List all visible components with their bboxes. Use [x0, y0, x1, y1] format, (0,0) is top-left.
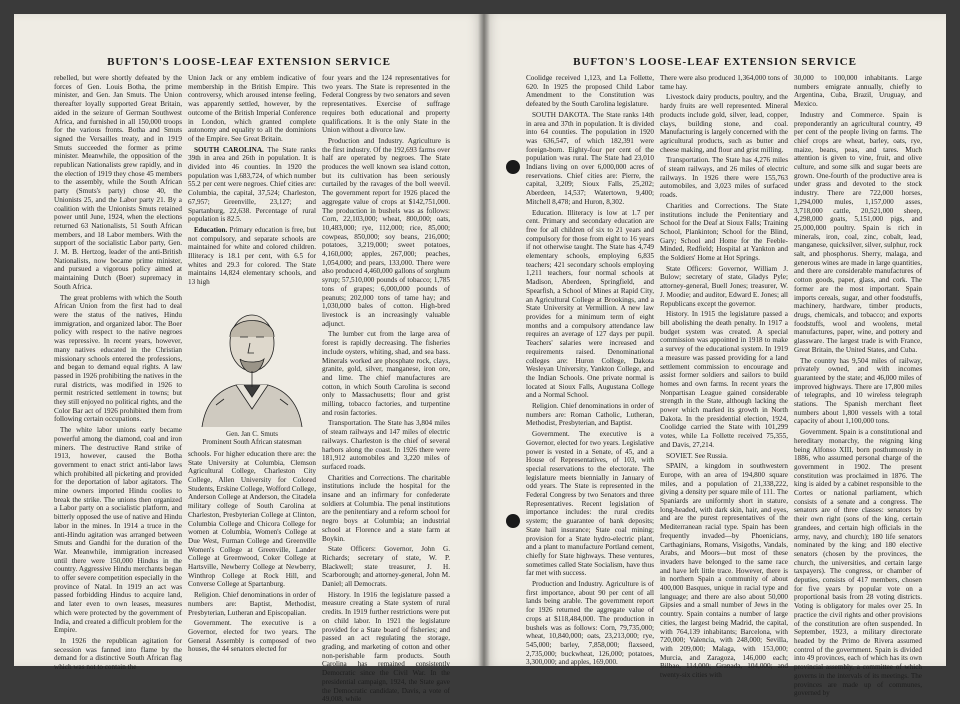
paragraph: rebelled, but were shortly defeated by the forces of Gen. Louis Botha, the prime minister, and Gen. Jan Smuts. The Union thereafter loyally supported Great Britain, aided in the seizure of German Southwest Africa, and furnished in all 150,000 troops for the various fronts. Botha and Smuts signed the Versailles treaty, and in 1919 Smuts succeeded the former as prime minister. Meanwhile, the opposition of the republican Nationalists grew rapidly, and in the election of 1919 they chose 45 members to the assembly, while the South African party (Smuts's party) chose 40, the Unionists 25, and the Labor party 21. By a coalition with the Unionists Smuts retained power until June, 1924, when the elections returned 63 Nationalists, 51 South African members, and 18 Labor members. With the support of the socialistic Labor party, Gen. J. M. B. Hertzog, leader of the anti-British Nationalists, now became prime minister, and pursued a vigorous policy aimed at maintaining Dutch (Boer) supremacy in South Africa.	[54, 74, 182, 291]
section-heading: Education.	[194, 225, 228, 234]
paragraph: SOUTH DAKOTA. The State ranks 14th in area and 37th in population. It is divided into 64 counties. The population in 1920 was 636,547, of which 182,391 were foreign-born. Eighty-four per cent of the population was rural. The State had 23,010 Indians living on over 6,000,000 acres of reservations. Chief cities are: Pierre, the capital, 3,209; Sioux Falls, 25,202; Aberdeen, 14,537; Watertown, 9,400; Mitchell 8,478; and Huron, 8,302.	[526, 110, 654, 206]
paragraph: There were also produced 1,364,000 tons of tame hay.	[660, 74, 788, 91]
paragraph: State Officers: Governor, John G. Richards; secretary of state, W. P. Blackwell; state treasurer, J. H. Scarborough; and attorney-general, John M. Daniel; all Democrats.	[322, 545, 450, 589]
paragraph: Livestock dairy products, poultry, and the hardy fruits are well represented. Mineral products include gold, silver, lead, copper, clays, building stone, and coal. Manufacturing is largely concerned with the agricultural products, such as butter and cheese making, and flour and grist milling.	[660, 93, 788, 154]
binder-hole	[506, 160, 520, 174]
left-column-1	[54, 74, 182, 672]
paragraph: Religion. Chief denominations in order of numbers are: Roman Catholic, Lutheran, Methodist, Presbyterian, and Baptist.	[526, 402, 654, 428]
paragraph: The white labor unions early became powerful among the diamond, coal and iron miners. The destructive Rand strike of 1913, however, caused the Botha government to enact strict anti-labor laws which prohibited all picketing and provided for the deportation of labor agitators. The mine owners imported Hindu coolies to break the strike. The unions then organized a Labor party on a socialistic platform, and bitterly opposed the use of native and Hindu labor in the mines. In 1914 a truce in the anti-Hindu agitation was arranged between Smuts and Gandhi for the duration of the War. Meanwhile, immigration increased until there were 150,000 Hindus in the country. Aggressive Hindu merchants began to offer severe competition especially in the province of Natal. In 1919 an act was passed forbidding Hindus to acquire land, and later even to own leases, measures which were protected by the government of India, and created a difficult problem for the Empire.	[54, 426, 182, 635]
portrait-caption: Gen. Jan C. Smuts Prominent South African statesman	[202, 429, 302, 446]
paragraph: State Officers: Governor, William J. Bulow; secretary of state, Gladys Pyle; attorney-general, Buell Jones; treasurer, W. J. Moodie; and auditor, Edward E. Jones; all Republicans except the governor.	[660, 264, 788, 308]
right-page-header: BUFTON'S LOOSE-LEAF EXTENSION SERVICE	[573, 56, 857, 68]
paragraph: schools. For higher education there are: the State University at Columbia, Clemson Agricultural College, Charleston City College, Allen University for Colored Students, Erskine College, Wofford College, Anderson College at Anderson, the Citadela military college of South Carolina at Charleston, Presbyterian College at Clinton, Columbia College and Chicora College for women at Columbia, Women's College at Due West, Furman College and Greenville Women's College at Greenville, Lander College at Greenwood, Coker College at Hartsville, Newberry College at Newberry, Winthrop College at Rock Hill, and Converse College at Spartanburg.	[188, 449, 316, 589]
right-column-2	[660, 74, 788, 680]
paragraph: Charities and Corrections. The State institutions include the Penitentiary and School for the Deaf at Sioux Falls; Training School, Plankinton; School for the Blind, Gary; School and Home for the Feeble-Minded, Redfield; Hospital at Yankton and the Soldiers' Home at Hot Springs.	[660, 201, 788, 263]
book-gutter	[478, 14, 490, 666]
paragraph: Government. The executive is a Governor, elected for two years. Legislative power is vested in a Senate, of 45, and a House of Representatives, of 103, with special reservations to the electorate. The legislature meets biennially in January of odd years. The State is represented in the Federal Congress by two Senators and three Representatives. Recent legislation of importance includes: the rural credits system; the guarantee of bank deposits; State hail insurance; State coal mining; provision for a State hydro-electric plant, and a plant to manufacture Portland cement, chiefly for State highways. These ventures, sometimes called State Socialism, have thus far met with success.	[526, 430, 654, 578]
right-page	[484, 14, 946, 698]
left-column-2	[188, 74, 316, 654]
book-spread	[14, 14, 946, 704]
paragraph: Production and Industry. Agriculture is of first importance, about 90 per cent of all lands being arable. The government report for 1926 returned the aggregate value of crops at $118,484,000. The production in bushels was as follows: Corn, 79,735,000; wheat, 10,840,000; oats, 23,213,000; rye, 545,000; barley, 7,858,000; flaxseed, 2,735,000; buckwheat, 126,000; potatoes, 3,300,000; and apples, 169,000.	[526, 580, 654, 667]
paragraph: Union Jack or any emblem indicative of membership in the British Empire. This controversy, which aroused intense feeling, was apparently settled, however, by the outcome of the British Imperial Conference in London, which granted complete autonomy and equality to all the dominions of the Empire. See Great Britain.	[188, 74, 316, 143]
left-page-header: BUFTON'S LOOSE-LEAF EXTENSION SERVICE	[107, 56, 391, 68]
paragraph	[188, 146, 316, 224]
paragraph: SOVIET. See Russia.	[666, 451, 728, 460]
right-column-3	[794, 74, 922, 698]
paragraph-text: The State ranks 39th in area and 26th in population. It is divided into 46 counties. In 1920 the population was 1,683,724, of which number 55.2 per cent were negroes. Chief cities are: Columbia, the capital, 37,524; Charleston, 67,957; Greenville, 23,127; and Spartanburg, 22,638. Percentage of rural population is 82.5.	[188, 145, 316, 224]
section-heading: SOUTH CAROLINA.	[194, 145, 264, 154]
paragraph: Government. Spain is a constitutional and hereditary monarchy, the reigning king being Alfonso XIII, born posthumously in 1886, who assumed personal charge of the government in 1902. The present constitution was proclaimed in 1876. The king is aided by a cabinet responsible to the Cortes or national parliament, which consists of a senate and a congress. The senators are of three classes: senators by their own right (sons of the king, certain grandees, and certain high officials in the army, navy, and church); 180 life senators nominated by the king; and 180 elective senators (chosen by the provinces, the church, the universities, and certain large taxpayers). The congress, or chamber of deputies, consists of 417 members, chosen for five years by popular vote on a proportional basis from 28 voting districts. Voting is obligatory for males over 25. In practice the civil rights and other provisions of the constitution are often suspended. In September, 1923, a military directorate headed by the Primo de Rivera assumed control of the government. Spain is divided into 49 provinces, each of which has its own provincial assembly, a committee of which governs in the intervals of its meetings. The provinces are made up of communes, governed by	[794, 428, 922, 698]
paragraph: Production and Industry. Agriculture is the first industry. Of the 192,693 farms over half are operated by negroes. The State produces the well known sea island cotton, but its cultivation has been seriously curtailed by the ravages of the boll weevil. The government report for 1926 placed the aggregate value of crops at $142,751,000. The production in bushels was as follows: Corn, 22,103,000; wheat, 800,000; oats, 10,483,000; rye, 112,000; rice, 85,000; cowpeas, 850,000; soy beans, 216,000; potatoes, 3,219,000; sweet potatoes, 4,160,000; apples, 267,000; peaches, 1,054,000; and pears, 133,000. There were also produced 4,460,000 gallons of sorghum syrup; 57,510,000 pounds of tobacco; 1,785 tons of grapes; 6,000,000 pounds of peanuts; 202,000 tons of tame hay; and 1,030,000 bales of cotton. High-bred livestock is an increasingly valuable adjunct.	[322, 136, 450, 328]
paragraph: Education. Illiteracy is low at 1.7 per cent. Primary and secondary education are free for all children of six to 21 years and compulsory for those from eight to 16 years if not otherwise taught. The State has 4,749 elementary schools, employing 6,835 teachers; 421 secondary schools employing 1,211 teachers, four normal schools at Madison, Aberdeen, Springfield, and Spearfish, a School of Mines at Rapid City, an Agricultural College at Brookings, and a State University at Vermillion. A new law provides for a minimum term of eight months and a compulsory attendance law requires an average of 127 days per pupil. Teachers' salaries were increased and requirements raised. Denominational colleges are: Huron College, Dakota Wesleyan University, Yankton College, and the Indian Schools. One private normal is located at Sioux Falls, Augustana College and a Normal School.	[526, 208, 654, 400]
paragraph: History. In 1916 the legislature passed a measure creating a State system of rural credits. In 1919 further restrictions were put on child labor. In 1921 the legislature provided for a State board of fisheries; and passed an act regulating the storage, grading, and marketing of cotton and other non-perishable farm products. South Carolina has remained consistently Democratic since the Civil War. In the presidential campaign, 1924, the State gave the Democratic candidate, Davis, a vote of 49,008, while	[322, 590, 450, 704]
paragraph: Charities and Corrections. The charitable institutions include the hospital for the insane and an infirmary for confederate soldiers at Columbia. The penal institutions are the penitentiary and a reform school for negro boys at Columbia; an industrial school at Florence and a state farm at Boykin.	[322, 473, 450, 543]
paragraph: History. In 1915 the legislature passed a bill abolishing the death penalty. In 1917 a budget system was created. A special commission was appointed in 1918 to make a survey of the educational system. In 1919 a measure was passed providing for a land settlement commission to encourage and assist former soldiers and sailors to build homes and own farms. In recent years the Nonpartisan League gained considerable strength in the State, although lacking the power which marked its growth in North Dakota. In the presidential election, 1924, Coolidge carried the State with 101,299 votes, while La Follette received 75,355, and Davis, 27,214.	[660, 310, 788, 449]
paragraph: The lumber cut from the large area of forest is rapidly decreasing. The fisheries include oysters, whiting, shad, and sea bass. Minerals worked are phosphate rock, clays, granite, gold, silver, manganese, iron ore, and lime. The chief manufactures are cotton, in which South Carolina is second only to Massachusetts; flour and grist milling, tobacco factories, and turpentine and rosin factories.	[322, 330, 450, 417]
right-column-1	[526, 74, 654, 667]
paragraph: In 1926 the republican agitation for secession was fanned into flame by the demand for a distinctive South African flag which was not to contain the	[54, 637, 182, 672]
left-page	[14, 14, 484, 704]
paragraph: Transportation. The State has 3,804 miles of steam railways and 147 miles of electric railways. Charleston is the chief of several harbors along the coast. In 1926 there were 181,912 automobiles and 3,220 miles of surfaced roads.	[322, 419, 450, 471]
paragraph: 30,000 to 100,000 inhabitants. Large numbers emigrate annually, chiefly to Argentina, Cuba, Brazil, Uruguay, and Mexico.	[794, 74, 922, 109]
paragraph: The country has 9,504 miles of railway, privately owned, and with incomes guaranteed by the state; and 46,000 miles of improved highways. There are 17,800 miles of telegraphs, and 10 wireless telegraph stations. The Spanish merchant fleet numbers about 1,800 vessels with a total capacity of about 1,100,000 tons.	[794, 356, 922, 426]
smuts-portrait	[192, 293, 312, 427]
paragraph: SPAIN, a kingdom in southwestern Europe, with an area of 194,800 square miles, and a population of 21,338,222, giving a density per square mile of 111. The Spaniards are uniformly short in stature, long-headed, with dark skin, hair, and eyes, and are the purest representatives of the Mediterranean racial type. Spain has been frequently invaded—by Phoenicians, Carthaginians, Romans, Visigoths, Vandals, Arabs, and Moors—but most of these invaders have belonged to the same race and have left little trace. However, there is in northern Spain a community of about 400,000 Basques, unique in racial type and language; and there are also about 50,000 Gipsies and a small number of Jews in the country. Spain contains a number of large cities, the largest being Madrid, the capital, with 764,139 inhabitants; Barcelona, with 720,000; Valencia, with 248,000; Sevilla, with 209,000; Malaga, with 153,000; Murcia, and Zaragoza, 146,000 each; Bilbao, 114,000; Granada, 104,000; and twenty-six cities with	[660, 462, 788, 680]
paragraph: Coolidge received 1,123, and La Follette, 620. In 1925 the proposed Child Labor Amendment to the Constitution was defeated by the South Carolina legislature.	[526, 74, 654, 109]
paragraph: four years and the 124 representatives for two years. The State is represented in the Federal Congress by two senators and seven representatives. Exercise of suffrage requires both educational and property qualifications. It is the only State in the Union without a divorce law.	[322, 74, 450, 135]
paragraph: Transportation. The State has 4,276 miles of steam railways, and 26 miles of electric railways. In 1926 there were 155,763 automobiles, and 3,023 miles of surfaced roads.	[660, 156, 788, 200]
paragraph	[188, 226, 316, 287]
left-column-3	[322, 74, 450, 704]
paragraph-text: Primary education is free, but not compulsory, and separate schools are maintained for white and colored children. Illiteracy is 18.1 per cent, with 6.5 for whites and 29.3 for colored. The State maintains 14,824 elementary schools, and 13 high	[188, 225, 316, 287]
paragraph: Industry and Commerce. Spain is preponderantly an agricultural country, 49 per cent of the people living on farms. The chief crops are wheat, barley, oats, rye, maize, beans, peas, and tares. Much attention is given to vine, fruit, and olive culture, and some silk and sugar beets are grown. One-fourth of the productive area is under grass and devoted to the stock industry. There are 722,000 horses, 1,294,000 mules, 1,157,000 asses, 3,718,000 cattle, 20,521,000 sheep, 4,298,000 goats, 5,151,000 pigs, and 25,000,000 poultry. Spain is rich in minerals, iron, coal, zinc, cobalt, lead, manganese, quicksilver, silver, sulphur, rock salt, and phosphorus. Sherry, malaga, and generous wines are made in large quantities, and there are considerable manufactures of cotton goods, paper, glass, and cork. The former are the most important. Spain imports cereals, sugar, and other foodstuffs, machinery, hardware, timber products, drugs, chemicals, and tobacco; and exports foodstuffs, wool and woolens, metal manufactures, paper, wine, and pottery and glassware. The largest trade is with France, Great Britain, the United States, and Cuba.	[794, 110, 922, 354]
paragraph: Religion. Chief denominations in order of numbers are: Baptist, Methodist, Presbyterian, Lutheran and Episcopalian.	[188, 591, 316, 617]
binder-hole	[506, 514, 520, 528]
paragraph: The great problems with which the South African Union from the first had to deal were the status of the natives, Hindu immigration, and organized labor. The Boer policy with respect to the native negroes was repressive. In recent years, however, many natives educated in the Christian missionary schools entered the professions, and began to demand equal rights. A law passed in 1926 prohibiting the natives in the rural districts, was modified in 1926 to permit restricted settlement in towns; but they still enjoyed no political rights, and the Color Bar act of 1926 prohibited them from following certain occupations.	[54, 293, 182, 424]
paragraph: Government. The executive is a Governor, elected for two years. The General Assembly is composed of two houses, the 44 senators elected for	[188, 619, 316, 654]
